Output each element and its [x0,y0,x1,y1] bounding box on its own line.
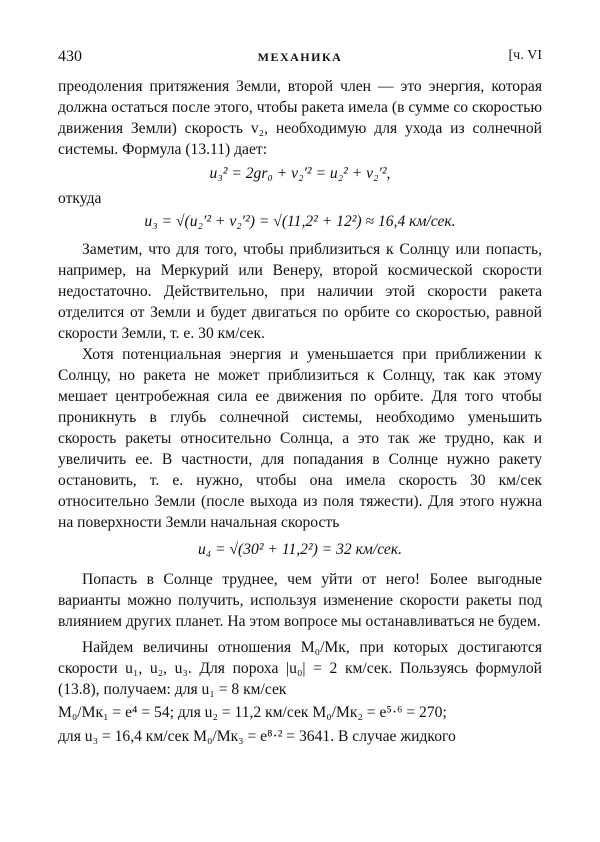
equation-u3: u₃ = √(u₂′² + v₂′²) = √(11,2² + 12²) ≈ 16,4 км/сек. [144,213,456,230]
page [58,48,542,748]
body-text [58,76,542,748]
paragraph-5 [58,637,542,700]
word-otkuda: откуда [58,190,102,207]
paragraph-1: преодоления притяжения Земли, второй член — это энергия, которая должна остаться после этого, чтобы ракета имела (в сумме со скоростью движения Земли) скорость v₂, необходимую для ухода из солнечной системы. Формула (13.11) дает: [58,78,542,158]
paragraph-4: Попасть в Солнце труднее, чем уйти от него! Более выгодные варианты можно получить, используя изменение скорости ракеты под влиянием других планет. На этом вопросе мы останавливаться не будем. [58,571,542,630]
running-title: МЕХАНИКА [257,50,343,64]
paragraph-3: Хотя потенциальная энергия и уменьшается при приближении к Солнцу, но ракета не может приблизиться к Солнцу, так как этому мешает центробежная сила ее движения по орбите. Для того чтобы проникнуть в глубь солнечной системы, необходимо уменьшить скорость ракеты относительно Солнца, а это так же трудно, как и увеличить ее. В частности, для попадания в Солнце нужно ракету остановить, т. е. нужно, чтобы она имела скорость 30 км/сек относительно Земли (после выхода из поля тяжести). Для этого нужна на поверхности Земли начальная скорость [58,346,542,531]
mass-ratio-line-1: M₀/Mк₁ = e⁴ = 54; для u₂ = 11,2 км/сек M₀/Mк₂ = e⁵·⁶ = 270; [58,704,447,721]
equation-13-11: u₃² = 2gr₀ + v₂′² = u₂² + v₂′², [209,165,391,182]
mass-ratio-line-2: для u₃ = 16,4 км/сек M₀/Mк₃ = e⁸·² = 3641. В случае жидкого [58,728,456,745]
page-number: 430 [58,48,82,65]
chapter-label: [ч. VI [508,48,542,63]
paragraph-5-part-a: Найдем величины отношения M₀/Mк, при которых достигаются скорости u₁, u₂, u₃. Для пороха |u₀| = 2 км/сек. Пользуясь формулой (13.8), получаем: для u₁ = 8 км/сек [58,639,542,698]
running-header [58,48,542,72]
equation-u4: u₄ = √(30² + 11,2²) = 32 км/сек. [197,541,403,558]
paragraph-2: Заметим, что для того, чтобы приблизиться к Солнцу или попасть, например, на Меркурий или Венеру, второй космической скорости недостаточно. Действительно, при наличии этой скорости ракета отделится от Земли и будет двигаться по орбите со скоростью, равной скорости Земли, т. е. 30 км/сек. [58,241,542,342]
